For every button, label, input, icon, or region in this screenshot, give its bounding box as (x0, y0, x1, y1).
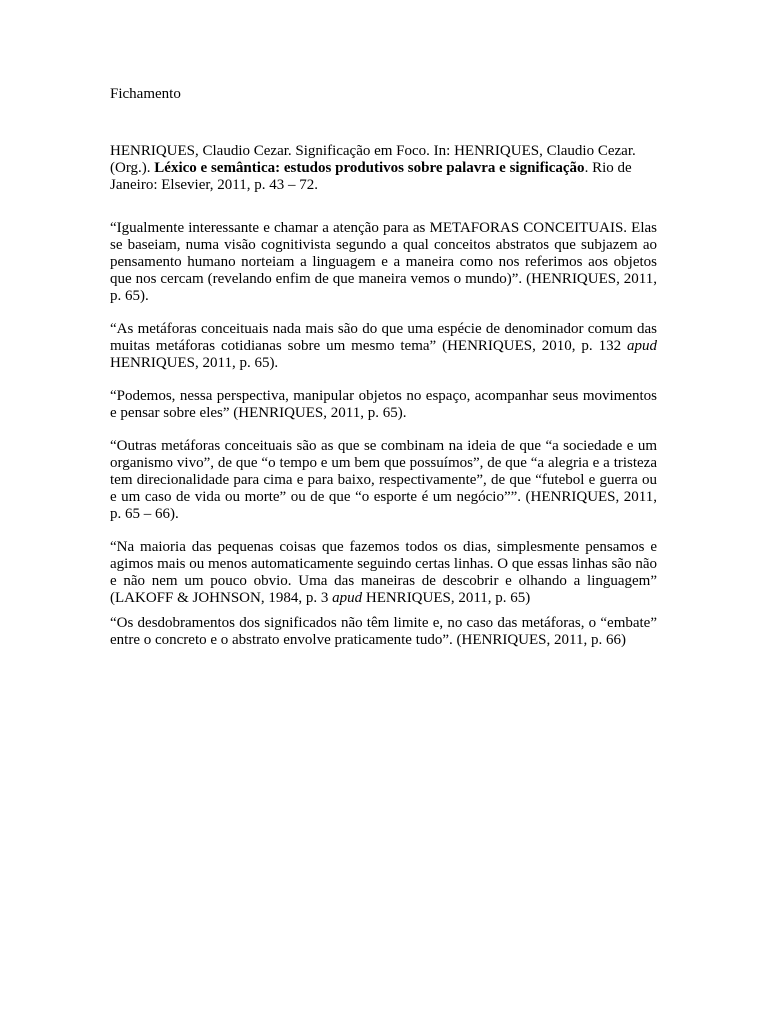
quote-3: “Podemos, nessa perspectiva, manipular objetos no espaço, acompanhar seus movimentos e pensar sobre eles” (HENRIQUES, 2011, p. 65). (110, 388, 657, 421)
quote-6: “Os desdobramentos dos significados não têm limite e, no caso das metáforas, o “embate” entre o concreto e o abstrato envolve praticamente tudo”. (HENRIQUES, 2011, p. 66) (110, 615, 657, 648)
quote-2-apud: apud (627, 338, 657, 354)
document-title: Fichamento (110, 86, 181, 102)
quote-2-text: “As metáforas conceituais nada mais são do que uma espécie de denominador comum das muitas metáforas cotidianas sobre um mesmo tema” (HENRIQUES, 2010, p. 132 (110, 321, 657, 354)
quote-5-citation: HENRIQUES, 2011, p. 65) (362, 590, 531, 606)
quote-2 (110, 321, 657, 372)
reference-book-title: Léxico e semântica: estudos produtivos sobre palavra e significação (154, 160, 585, 176)
quote-4: “Outras metáforas conceituais são as que se combinam na ideia de que “a sociedade e um organismo vivo”, de que “o tempo e um bem que possuímos”, de que “a alegria e a tristeza tem direcionalidade para cima e para baixo, respectivamente”, de que “futebol e guerra ou e um caso de vida ou morte” ou de que “o esporte é um negócio””. (HENRIQUES, 2011, p. 65 – 66). (110, 438, 657, 522)
document-page (110, 86, 657, 665)
quote-2-citation: HENRIQUES, 2011, p. 65). (110, 355, 279, 371)
bibliographic-reference (110, 143, 657, 194)
quote-1: “Igualmente interessante e chamar a atenção para as METAFORAS CONCEITUAIS. Elas se baseiam, numa visão cognitivista segundo a qual conceitos abstratos que subjazem ao pensamento humano norteiam a linguagem e a maneira como nos referimos aos objetos que nos cercam (revelando enfim de que maneira vemos o mundo)”. (HENRIQUES, 2011, p. 65). (110, 220, 657, 304)
quote-5 (110, 539, 657, 607)
quote-5-text: “Na maioria das pequenas coisas que fazemos todos os dias, simplesmente pensamos e agimos mais ou menos automaticamente seguindo certas linhas. O que essas linhas são não e não nem um pouco obvio. Uma das maneiras de descobrir e olhando a linguagem” (LAKOFF & JOHNSON, 1984, p. 3 (110, 539, 657, 606)
reference-publication: . Rio de Janeiro: Elsevier, 2011, p. 43 – 72. (110, 160, 632, 193)
reference-authors: HENRIQUES, Claudio Cezar. Significação em Foco. In: HENRIQUES, Claudio Cezar. (Org.). (110, 143, 636, 176)
quote-5-apud: apud (332, 590, 363, 606)
